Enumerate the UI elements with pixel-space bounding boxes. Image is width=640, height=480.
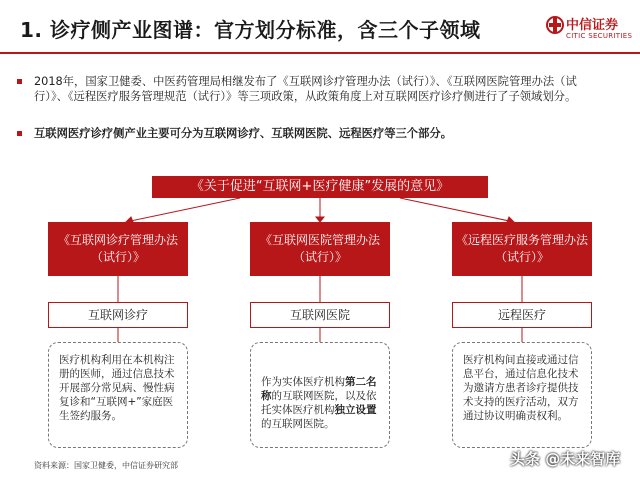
desc-text: 的互联网医院，以及依托实体医疗机构 <box>261 390 377 416</box>
desc-text: 作为实体医疗机构 <box>261 376 345 388</box>
page-title: 1. 诊疗侧产业图谱：官方划分标准，含三个子领域 <box>20 18 481 42</box>
category-diagnosis: 互联网诊疗 <box>48 302 188 328</box>
description-diagnosis: 医疗机构利用在本机构注册的医师，通过信息技术开展部分常见病、慢性病复诊和“互联网+”家庭医生签约服务。 <box>48 342 188 448</box>
logo-name: 中信证券 <box>566 18 619 33</box>
description-telemedicine: 医疗机构间直接或通过信息平台，通过信息化技术为邀请方患者诊疗提供技术支持的医疗活动，双方通过协议明确责权利。 <box>452 342 592 448</box>
desc-emphasis: 独立设置 <box>334 404 377 416</box>
policy-box-diagnosis: 《互联网诊疗管理办法（试行）》 <box>48 222 188 276</box>
category-hospital: 互联网医院 <box>250 302 390 328</box>
bullet-text: 2018年，国家卫健委、中医药管理局相继发布了《互联网诊疗管理办法（试行）》、《互联网医院管理办法（试行）》、《远程医疗服务管理规范（试行）》等三项政策，从政策角度上对互联网医疗诊疗侧进行了子领域划分。 <box>34 75 577 103</box>
category-telemedicine: 远程医疗 <box>452 302 592 328</box>
description-hospital <box>250 342 390 448</box>
desc-emphasis: 第二名称 <box>261 376 377 402</box>
policy-box-telemedicine: 《远程医疗服务管理办法（试行）》 <box>452 222 592 276</box>
logo-subtitle: CITIC SECURITIES <box>566 32 633 40</box>
guideline-box: 《关于促进“互联网+医疗健康”发展的意见》 <box>152 176 488 198</box>
watermark: 头条 @未来智库 <box>510 450 621 468</box>
source-note: 资料来源：国家卫健委，中信证券研究部 <box>34 461 178 470</box>
desc-text: 的互联网医院。 <box>261 418 335 430</box>
policy-box-hospital: 《互联网医院管理办法（试行）》 <box>250 222 390 276</box>
bullet-text: 互联网医疗诊疗侧产业主要可分为互联网诊疗、互联网医院、远程医疗等三个部分。 <box>34 127 452 140</box>
